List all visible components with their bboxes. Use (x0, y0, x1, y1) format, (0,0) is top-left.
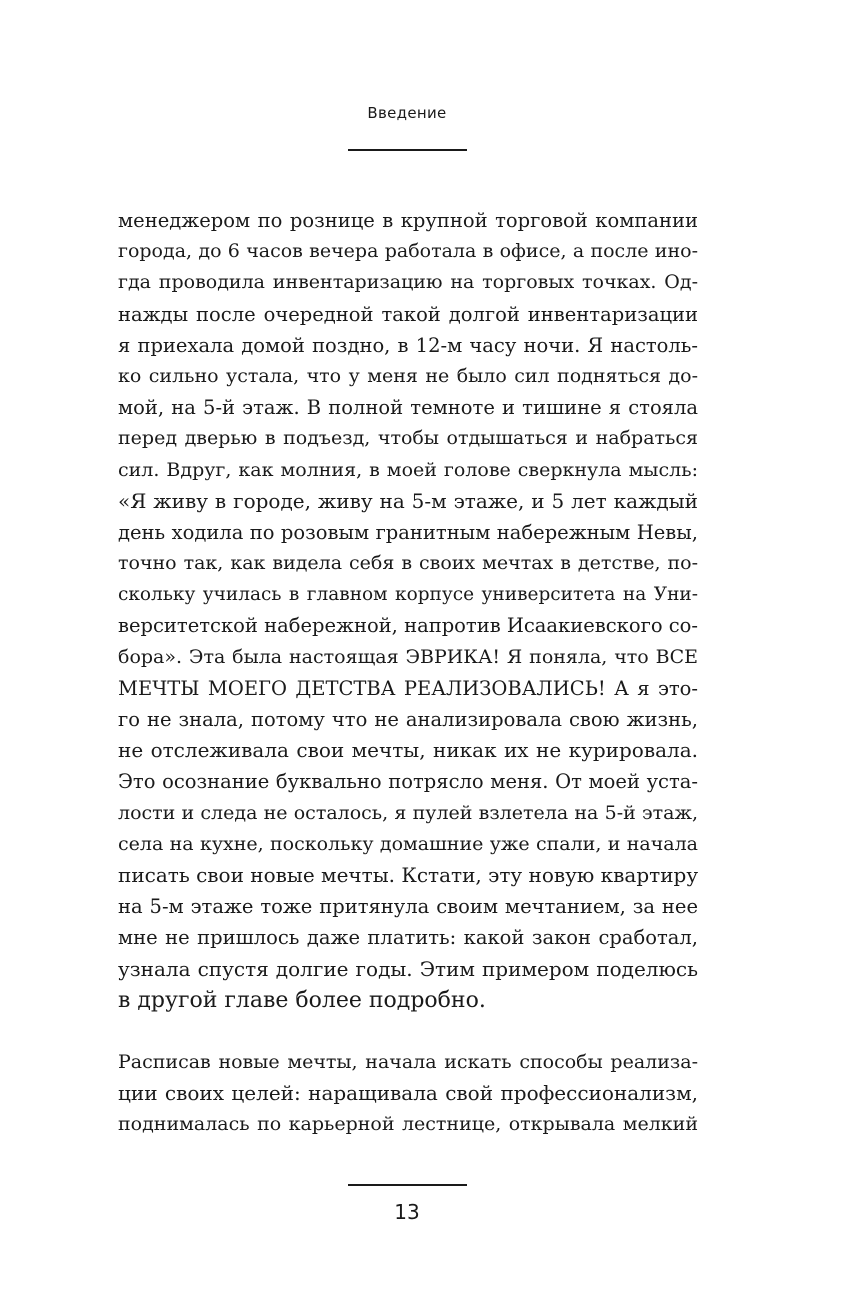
text-line: бора». Эта была настоящая ЭВРИКА! Я поняла, что ВСЕ (118, 645, 698, 668)
text-line: день ходила по розовым гранитным набережным Невы, (118, 520, 698, 544)
running-header-title: Введение (367, 104, 447, 122)
page-number: 13 (394, 1200, 420, 1224)
text-line: села на кухне, поскольку домашние уже спали, и начала (118, 832, 698, 855)
text-line: на 5-м этаже тоже притянула своим мечтанием, за нее (118, 895, 698, 919)
text-line: узнала спустя долгие годы. Этим примером поделюсь (118, 956, 698, 981)
text-line: Это осознание буквально потрясло меня. От моей уста- (118, 770, 698, 794)
text-line: «Я живу в городе, живу на 5-м этаже, и 5 лет каждый (118, 488, 698, 513)
text-line: перед дверью в подъезд, чтобы отдышаться и набраться (118, 427, 698, 450)
text-line: скольку училась в главном корпусе университета на Уни- (118, 584, 698, 606)
text-line: МЕЧТЫ МОЕГО ДЕТСТВА РЕАЛИЗОВАЛИСЬ! А я это- (118, 676, 698, 700)
text-line: не отслеживала свои мечты, никак их не курировала. (118, 738, 698, 763)
text-line: в другой главе более подробно. (118, 987, 486, 1013)
text-line: менеджером по рознице в крупной торговой компании (118, 209, 698, 232)
text-line: нажды после очередной такой долгой инвентаризации (118, 302, 698, 326)
paragraph-1 (118, 205, 698, 1016)
text-line: я приехала домой поздно, в 12-м часу ночи. Я настоль- (118, 333, 698, 357)
text-line: ции своих целей: наращивала свой профессионализм, (118, 1081, 698, 1106)
footer-divider (348, 1184, 467, 1186)
text-line: точно так, как видела себя в своих мечтах в детстве, по- (118, 552, 698, 575)
text-line: лости и следа не осталось, я пулей взлетела на 5-й этаж, (118, 801, 698, 824)
text-line: мне не пришлось даже платить: какой закон сработал, (118, 926, 698, 950)
paragraph-gap (118, 1016, 698, 1047)
text-line: писать свои новые мечты. Кстати, эту новую квартиру (118, 862, 699, 887)
text-line: ко сильно устала, что у меня не было сил подняться до- (118, 364, 698, 387)
text-line: города, до 6 часов вечера работала в офисе, а после ино- (118, 240, 698, 263)
paragraph-2 (118, 1047, 698, 1141)
text-line: Расписав новые мечты, начала искать способы реализа- (118, 1051, 698, 1074)
body-text (118, 205, 698, 1141)
text-line: гда проводила инвентаризацию на торговых точках. Од- (118, 271, 698, 294)
text-line: сил. Вдруг, как молния, в моей голове сверкнула мысль: (118, 458, 698, 481)
text-line: го не знала, потому что не анализировала свою жизнь, (118, 708, 698, 731)
header-divider (348, 149, 467, 151)
text-line: поднималась по карьерной лестнице, открывала мелкий (118, 1113, 698, 1136)
text-line: мой, на 5-й этаж. В полной темноте и тишине я стояла (118, 396, 698, 420)
text-line: верситетской набережной, напротив Исаакиевского со- (118, 614, 699, 638)
